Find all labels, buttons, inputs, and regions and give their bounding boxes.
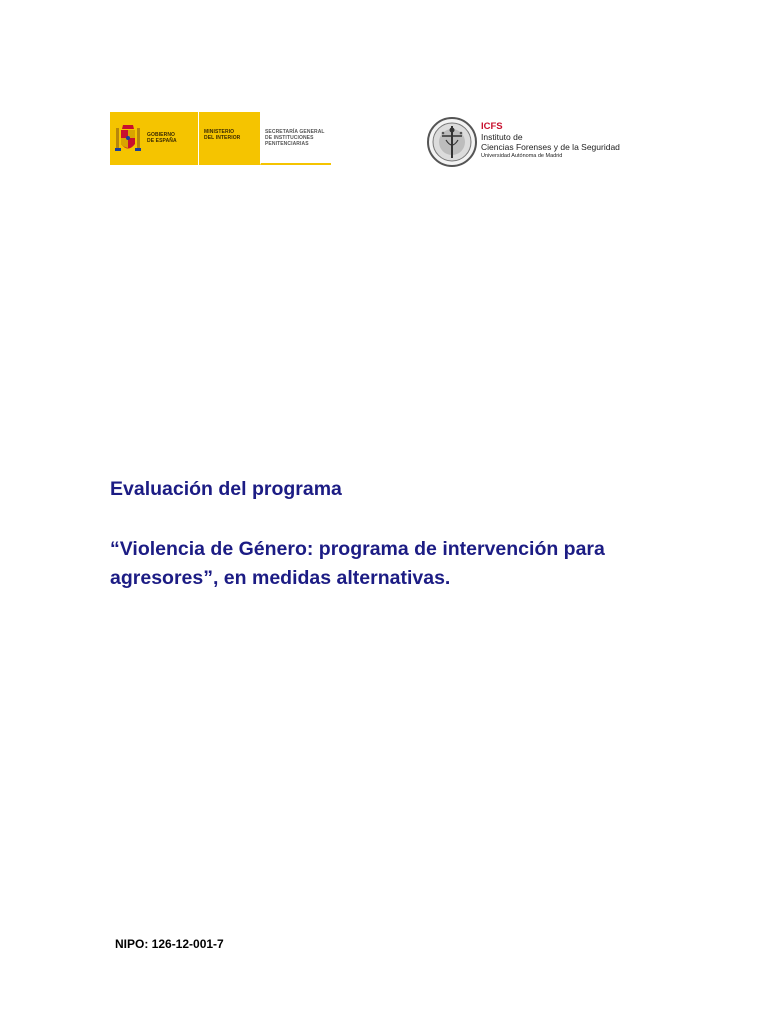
- gov-text-line: SECRETARÍA GENERAL: [265, 129, 325, 135]
- icfs-text: [481, 121, 620, 160]
- gov-text-line: DE ESPAÑA: [147, 137, 177, 144]
- secretaria-text: [265, 130, 331, 147]
- gobierno-block: [110, 112, 198, 165]
- secretaria-block: [260, 112, 331, 165]
- document-heading: Evaluación del programa: [110, 478, 342, 500]
- icfs-logo: [426, 116, 632, 171]
- nipo-number: NIPO: 126-12-001-7: [115, 937, 224, 951]
- document-title-line1: “Violencia de Género: programa de intervención para: [110, 538, 605, 560]
- gov-text-line: DE INSTITUCIONES: [265, 134, 314, 141]
- icfs-line2: Ciencias Forenses y de la Seguridad: [481, 142, 620, 152]
- document-title: [110, 535, 605, 593]
- ministerio-block: [198, 112, 260, 165]
- icfs-university: Universidad Autónoma de Madrid: [481, 153, 563, 159]
- gov-text-line: GOBIERNO: [147, 131, 176, 138]
- gov-text-line: DEL INTERIOR: [204, 134, 241, 141]
- gobierno-text: [147, 133, 177, 145]
- document-title-line2: agresores”, en medidas alternativas.: [110, 567, 451, 589]
- icfs-acronym: ICFS: [481, 121, 503, 132]
- icfs-line1: Instituto de: [481, 132, 523, 142]
- gobierno-espana-logo: [110, 112, 331, 165]
- ministerio-text: [204, 130, 260, 142]
- coat-of-arms-icon: [114, 122, 142, 156]
- gov-text-line: PENITENCIARIAS: [265, 140, 309, 147]
- icfs-seal-icon: [426, 116, 478, 168]
- gov-text-line: MINISTERIO: [204, 129, 235, 135]
